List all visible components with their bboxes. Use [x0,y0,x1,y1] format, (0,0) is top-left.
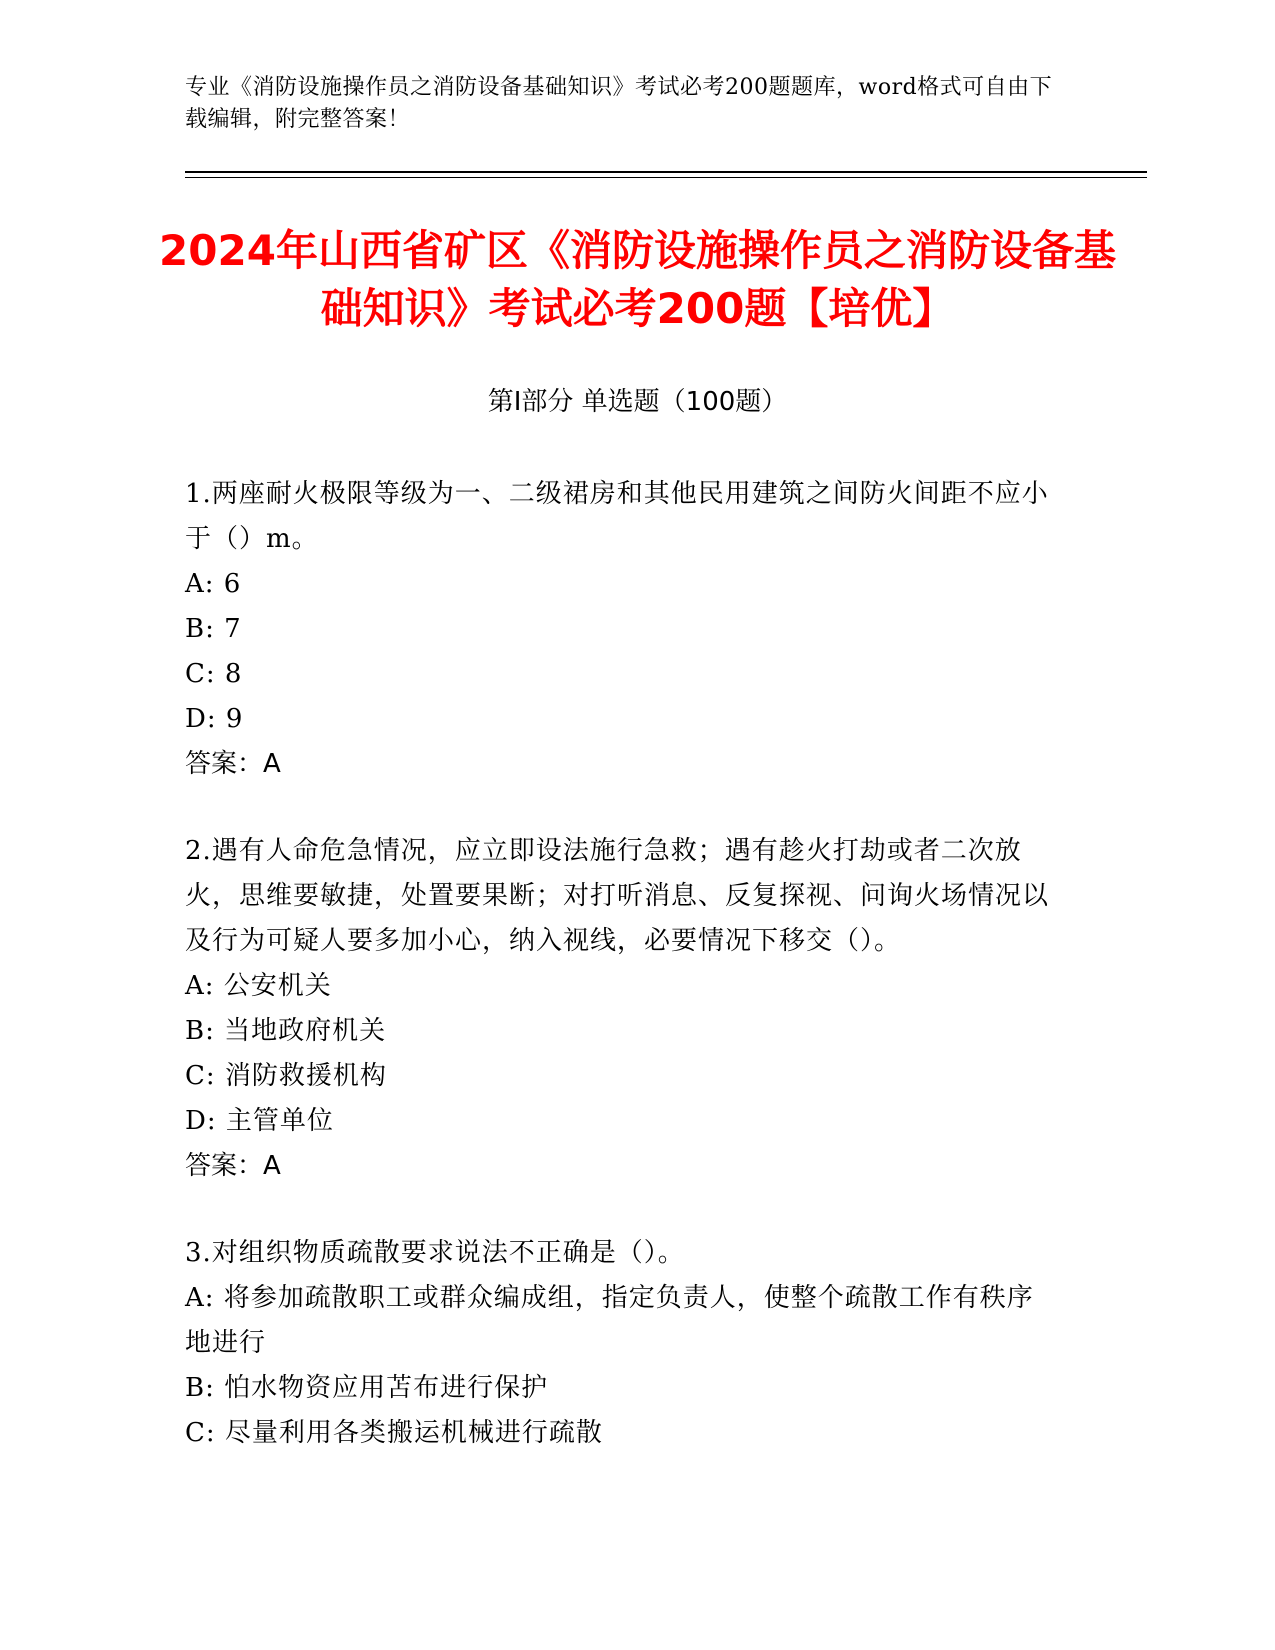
option-b: B: 7 [185,614,242,644]
option-a: A: 将参加疏散职工或群众编成组，指定负责人，使整个疏散工作有秩序地进行 [185,1283,1034,1358]
option-b: B: 当地政府机关 [185,1016,387,1046]
option-c: C: 消防救援机构 [185,1061,387,1091]
option-a: A: 6 [185,569,242,599]
section-title: 第Ⅰ部分 单选题（100题） [487,387,788,417]
document-title: 2024年山西省矿区《消防设施操作员之消防设备基础知识》考试必考200题【培优】 [159,226,1116,333]
question-text: 2.遇有人命危急情况，应立即设法施行急救；遇有趁火打劫或者二次放火，思维要敏捷，处置要果断；对打听消息、反复探视、问询火场情况以及行为可疑人要多加小心，纳入视线，必要情况下移交（）。 [185,836,1050,956]
question-3 [185,1231,1055,1456]
header-rule-thin [185,177,1147,178]
answer: 答案：A [185,1151,281,1181]
question-2 [185,829,1055,1189]
question-1 [185,472,1055,787]
option-d: D: 9 [185,704,244,734]
answer: 答案：A [185,749,281,779]
option-c: C: 8 [185,659,243,689]
question-text: 3.对组织物质疏散要求说法不正确是（）。 [185,1238,685,1268]
question-text: 1.两座耐火极限等级为一、二级裙房和其他民用建筑之间防火间距不应小于（）m。 [185,479,1049,554]
option-a: A: 公安机关 [185,971,332,1001]
option-d: D: 主管单位 [185,1106,334,1136]
option-b: B: 怕水物资应用苫布进行保护 [185,1373,549,1403]
header-rule-thick [185,171,1147,173]
option-c: C: 尽量利用各类搬运机械进行疏散 [185,1418,603,1448]
header-note: 专业《消防设施操作员之消防设备基础知识》考试必考200题题库，word格式可自由下载编辑，附完整答案！ [185,75,1053,132]
question-list [185,472,1055,1498]
